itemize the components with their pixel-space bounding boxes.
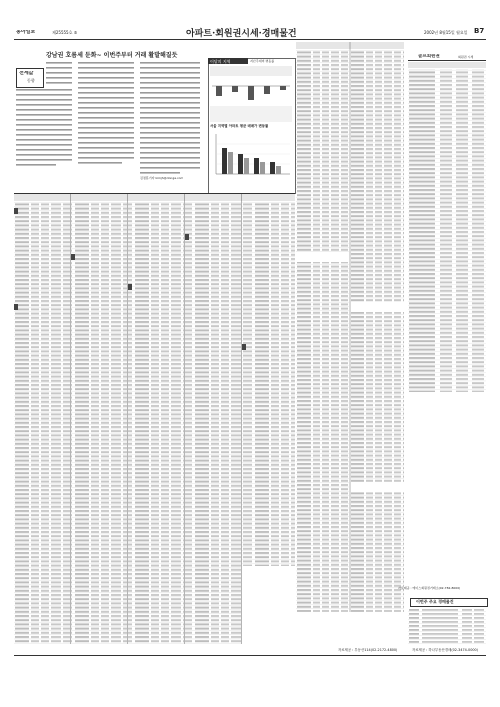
- footer-left: 자료제공 : 부동산114(02-2172-4800): [338, 648, 398, 652]
- bottom-rule: [14, 655, 486, 656]
- issue-info: 제25555호 ⑤: [52, 30, 78, 35]
- price-table-left: [14, 194, 295, 644]
- change-chart: [210, 66, 292, 124]
- article-byline: 김정훈기자 kimjh@donga.com: [140, 176, 184, 180]
- section-title: 아파트·회원권시세·경매물건: [186, 29, 297, 39]
- article-headline: 강남권 호름세 둔화~ 이번주부터 거래 활발해질듯: [46, 52, 178, 59]
- sidebar-box-sub: 동향: [27, 78, 35, 83]
- page-number: B7: [474, 27, 485, 35]
- golf-footer: 자료제공 : 에이스회원권거래소(02-782-8000): [398, 586, 461, 590]
- footer-right: 자료제공 : 하나부동산경매(02-3474-0000): [412, 648, 478, 652]
- chart-box-label-right: 지난주대비 변동률: [250, 59, 275, 63]
- auction-table: [408, 608, 486, 644]
- article-text-lines: [16, 60, 202, 180]
- header-rule: [14, 39, 486, 40]
- lower-chart-title: 서울 지역별 아파트 평균 매매가 변동률: [210, 124, 269, 128]
- article-body: [16, 60, 202, 180]
- lower-bar-chart: [212, 132, 292, 180]
- golf-header-sub: 회원권 시세: [458, 55, 474, 59]
- chart-box-label-text: 이달의 지역: [210, 58, 231, 64]
- golf-table: [408, 62, 486, 392]
- golf-header-title: 골프회원권: [418, 54, 440, 59]
- paper-name: 동아일보: [16, 30, 36, 35]
- date-line: 2002년 8월15일 월요일: [424, 30, 468, 35]
- sidebar-box-title: 전세값: [19, 71, 34, 76]
- price-table-mid: [296, 42, 404, 644]
- auction-header: 이번주 주요 경매물건: [416, 599, 454, 604]
